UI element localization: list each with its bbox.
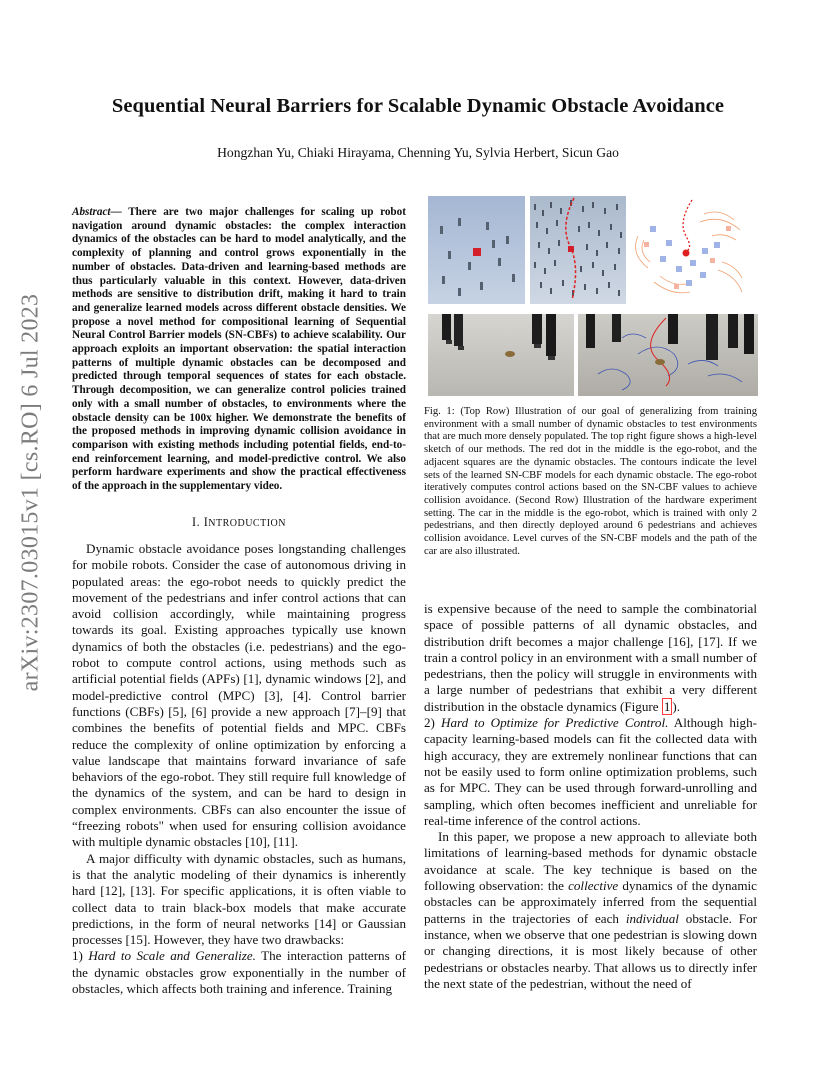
figure-panel-method-sketch (630, 196, 758, 304)
figure-1 (428, 196, 758, 396)
section-numeral: I. (192, 515, 204, 529)
paragraph-6-part-c: obstacle. For instance, when we observe that one pedestrian is slowing down or changing directions, it is most likely because of other pedestrians or obstacles nearby. That allows us to directly infer the next state of the pedestrian, without the need of (424, 910, 757, 991)
left-column-body (72, 541, 406, 997)
drawback-2-title: Hard to Optimize for Predictive Control. (441, 715, 669, 731)
abstract-text: There are two major challenges for scaling up robot navigation around dynamic obstacles: the complex interaction dynamics of the obstacles can be hard to model analytically, and the complexity of planning and control grows exponentially in the number of obstacles. Data-driven and learning-based methods are thus particularly valuable in this context. However, data-driven methods are sensitive to distribution drift, making it hard to train and generalize learned models across different obstacle densities. We propose a novel method for compositional learning of Sequential Neural Control Barrier models (SN-CBFs) to achieve scalability. Our approach exploits an important observation: the spatial interaction patterns of multiple dynamic obstacles can be decomposed and predicted through temporal sequences of states for each obstacle. Through decomposition, we can generalize control policies trained only with a small number of obstacles, to environments where the obstacle density can be 100x higher. We demonstrate the benefits of the proposed methods in improving dynamic collision avoidance in comparison with existing methods including potential fields, end-to-end reinforcement learning, and model-predictive control. We also perform hardware experiments and show the practical effectiveness of the approach in the supplementary video. (72, 206, 406, 493)
intro-paragraph-2: A major difficulty with dynamic obstacles, such as humans, is that the analytic modeling of their dynamics is inherently hard [12], [13]. For specific applications, it is often viable to collect data to train black-box models that make accurate predictions, in the form of neural networks [14] or Gaussian processes [15]. However, they have two drawbacks: (72, 850, 406, 948)
paragraph-6-emphasis-individual: individual (625, 910, 679, 926)
section-title-rest: NTRODUCTION (208, 518, 286, 529)
paper-authors: Hongzhan Yu, Chiaki Hirayama, Chenning Yu, Sylvia Herbert, Sicun Gao (217, 145, 619, 160)
arxiv-identifier-sidebar (17, 293, 44, 691)
paragraph-4-end: ). (672, 698, 681, 714)
intro-paragraph-3 (72, 948, 406, 997)
intro-paragraph-1: Dynamic obstacle avoidance poses longstanding challenges for mobile robots. Consider the case of autonomous driving in populated areas: the ego-robot needs to quickly predict the movement of the pedestrians and infer control actions that can avoid collision accordingly, while maintaining progress towards its goal. Existing approaches typically use known dynamics of both the obstacles (i.e. pedestrians) and the ego-robot to compute control actions, using methods such as artificial potential fields (APFs) [1], dynamic windows [2], and model-predictive control (MPC) [3], [4]. Control barrier functions (CBFs) [5], [6] provide a new approach [7]–[9] that combines the benefits of potential fields and MPC. CBFs reduce the complexity of online optimization by enforcing a value landscape that maintains forward invariance of safe behaviors of the ego-robot. They still require full knowledge of the dynamics of the system, and can be hard to design in complex environments. CBFs can also encounter the issue of “freezing robots" when used for ensuring collision avoidance with multiple dynamic obstacles [10], [11]. (72, 541, 406, 850)
drawback-1-number: 1) (72, 948, 89, 964)
figure-panel-sparse-simulation (428, 196, 525, 304)
intro-paragraph-5 (424, 715, 757, 829)
abstract-dash: — (110, 206, 129, 218)
abstract (72, 206, 406, 494)
drawback-1-text: The interaction patterns of the dynamic obstacles grow exponentially in the number of obstacles, which affects both training and inference. Training (72, 948, 406, 997)
section-first-letter: I (203, 515, 209, 529)
drawback-1-title: Hard to Scale and Generalize. (88, 948, 256, 964)
abstract-label: Abstract (72, 206, 111, 218)
figure-1-caption: Fig. 1: (Top Row) Illustration of our goal of generalizing from training environment with a small number of dynamic obstacles to test environments that are much more densely populated. The top right figure shows a high-level sketch of our methods. The red dot in the middle is the ego-robot, and the adjacent squares are the dynamic obstacles. The contours indicate the level sets of the learned SN-CBF models for each dynamic obstacle. The ego-robot iteratively computes control actions based on the SN-CBF values to achieve collision avoidance. (Second Row) Illustration of the hardware experiment setting. The car in the middle is the ego-robot, which is trained with only 2 pedestrians, and then directly deployed around 6 pedestrians and achieves collision avoidance. Level curves of the SN-CBF models and the path of the car are also illustrated. (424, 406, 757, 557)
intro-paragraph-4 (424, 601, 757, 715)
figure-panel-hardware-training (428, 314, 574, 396)
drawback-2-number: 2) (424, 715, 442, 731)
drawback-2-text: Although high-capacity learning-based models can fit the collected data with high accuracy, they are extremely nonlinear functions that can not be easily used to form online optimization problems, such as for MPC. They can be used through forward-unrolling and sampling, which often becomes inefficient and unreliable for real-time inference of the control actions. (424, 715, 757, 828)
paragraph-6-part-a: In this paper, we propose a new approach to alleviate both limitations of learning-based methods for dynamic obstacle avoidance at scale. The key technique is based on the following observation: the (424, 829, 757, 894)
right-column-body (424, 601, 757, 992)
intro-paragraph-6 (424, 829, 757, 992)
paragraph-6-part-b: dynamics of the dynamic obstacles can be approximately inferred from the sequential patterns in the trajectories of each (424, 878, 757, 926)
arxiv-identifier-text: arXiv:2307.03015v1 [cs.RO] 6 Jul 2023 (17, 293, 44, 691)
figure-reference-link[interactable]: 1 (663, 698, 671, 714)
paragraph-4-text: is expensive because of the need to sample the combinatorial space of possible patterns of all dynamic obstacles, and distribution drift becomes a major challenge [16], [17]. If we train a control policy in an environment with a small number of pedestrians, then the policy will struggle in environments with a large number of pedestrians that exhibit a very different distribution in the obstacle dynamics (Figure (424, 601, 757, 714)
figure-panel-dense-simulation (530, 196, 626, 304)
paragraph-6-emphasis-collective: collective (568, 878, 619, 894)
section-heading-introduction (72, 515, 406, 530)
figure-panel-hardware-deployment (578, 314, 758, 396)
paper-title: Sequential Neural Barriers for Scalable Dynamic Obstacle Avoidance (111, 95, 725, 117)
